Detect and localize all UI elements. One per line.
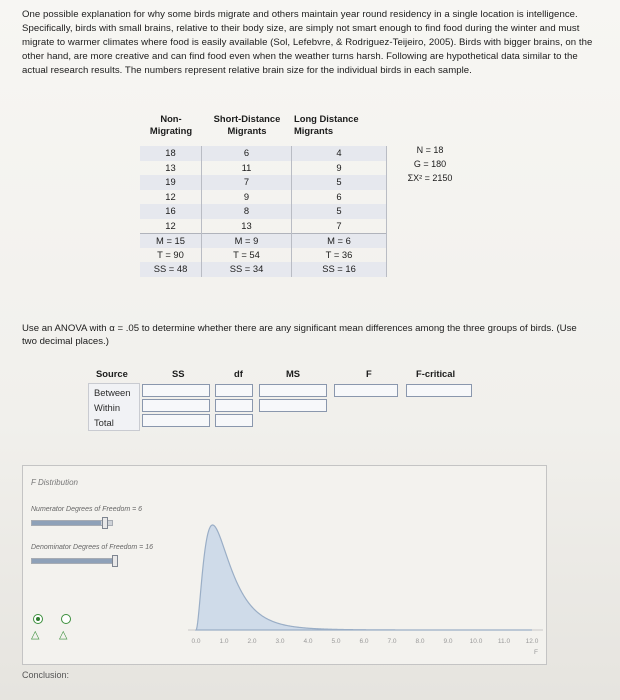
column-long-distance — [292, 146, 387, 277]
summary-n: N = 18 — [416, 145, 444, 155]
stat-cell: SS = 48 — [140, 262, 201, 277]
table-cell: 9 — [243, 190, 250, 202]
table-cell: 12 — [165, 190, 176, 202]
anova-header-ss: SS — [172, 368, 185, 379]
column-non-migrating — [140, 146, 202, 277]
x-tick-label: 11.0 — [497, 638, 511, 645]
x-tick-label: 2.0 — [247, 638, 257, 645]
f-distribution-title: F Distribution — [31, 478, 78, 487]
ms-within-input[interactable] — [259, 399, 327, 412]
conclusion-label: Conclusion: — [22, 670, 70, 680]
row-label-total: Total — [94, 417, 114, 428]
x-tick-label: 7.0 — [387, 638, 397, 645]
slider-thumb[interactable] — [102, 517, 108, 529]
stat-cell: SS = 16 — [292, 262, 386, 277]
ms-between-input[interactable] — [259, 384, 327, 397]
stat-cell: M = 9 — [202, 233, 291, 248]
table-cell: 13 — [241, 219, 252, 231]
anova-header-f: F — [366, 368, 372, 379]
f-density-curve — [196, 525, 532, 630]
x-axis-label: F — [534, 649, 538, 656]
x-tick-label: 3.0 — [275, 638, 285, 645]
df-within-input[interactable] — [215, 399, 253, 412]
denominator-df-label: Denominator Degrees of Freedom = 16 — [31, 544, 153, 551]
f-input[interactable] — [334, 384, 398, 397]
triangle-icon[interactable]: △ — [31, 629, 40, 641]
table-cell: 7 — [336, 219, 342, 231]
anova-question: Use an ANOVA with α = .05 to determine whether there are any significant mean differences among the three groups of birds. (Use two decimal places.) — [22, 323, 577, 347]
anova-header-df: df — [234, 368, 243, 379]
row-label-within: Within — [94, 402, 121, 413]
x-tick-label: 0.0 — [191, 638, 201, 645]
table-cell: 4 — [292, 146, 386, 161]
header-long-distance — [292, 113, 422, 137]
radio-right-tail[interactable] — [33, 614, 43, 624]
header-short-distance-text: Short-Distance Migrants — [213, 113, 281, 136]
slider-thumb[interactable] — [112, 555, 118, 567]
slider-fill — [32, 521, 101, 525]
stat-cell: M = 6 — [292, 233, 386, 248]
anova-header-f-critical: F-critical — [416, 368, 456, 379]
denominator-df-slider[interactable] — [31, 558, 113, 564]
x-tick-label: 1.0 — [219, 638, 229, 645]
x-tick-label: 4.0 — [303, 638, 313, 645]
table-cell: 18 — [140, 146, 201, 161]
column-short-distance — [202, 146, 292, 277]
summary-g: G = 180 — [413, 159, 447, 169]
stat-cell: M = 15 — [140, 233, 201, 248]
x-tick-label: 12.0 — [525, 638, 539, 645]
header-non-migrating — [140, 113, 202, 137]
table-cell: 6 — [336, 190, 342, 202]
ss-total-input[interactable] — [142, 414, 210, 427]
x-tick-label: 9.0 — [443, 638, 453, 645]
stat-cell: T = 90 — [157, 248, 184, 260]
x-axis-ticks — [191, 638, 538, 645]
table-cell: 19 — [140, 175, 201, 190]
ss-between-input[interactable] — [142, 384, 210, 397]
df-between-input[interactable] — [215, 384, 253, 397]
numerator-df-label: Numerator Degrees of Freedom = 6 — [31, 506, 143, 513]
x-tick-label: 8.0 — [415, 638, 425, 645]
ss-within-input[interactable] — [142, 399, 210, 412]
table-cell: 7 — [202, 175, 291, 190]
intro-paragraph: One possible explanation for why some birds migrate and others maintain year round residency in a single location is intelligence. Specifically, birds with small brains, relative to their body size, are simply not smart enough to find food during the winter and must migrate to warmer climates where food is easily available (Sol, Lefebvre, & Rodriguez-Teijeiro, 2005). Birds with bigger brains, on the other hand, are more creative and can find food even when the weather turns harsh. Following are hypothetical data similar to the actual research results. The numbers represent relative brain size for the individual birds in each sample. — [22, 9, 593, 76]
header-short-distance — [202, 113, 292, 137]
table-cell: 9 — [336, 161, 342, 173]
anova-header-source: Source — [96, 368, 128, 379]
stat-cell: T = 54 — [233, 248, 260, 260]
table-cell: 13 — [165, 161, 176, 173]
table-cell: 16 — [140, 204, 201, 219]
df-total-input[interactable] — [215, 414, 253, 427]
numerator-df-slider[interactable] — [31, 520, 113, 526]
stat-cell: SS = 34 — [202, 262, 291, 277]
header-long-distance-text: Long Distance Migrants — [294, 113, 359, 136]
x-tick-label: 10.0 — [469, 638, 483, 645]
table-cell: 11 — [241, 161, 252, 173]
anova-header-ms: MS — [286, 368, 301, 379]
radio-two-tail[interactable] — [61, 614, 71, 624]
table-cell: 8 — [202, 204, 291, 219]
slider-fill — [32, 559, 112, 563]
stat-cell: T = 36 — [325, 248, 353, 260]
f-distribution-widget — [22, 465, 547, 665]
f-distribution-chart — [188, 508, 543, 658]
table-cell: 6 — [202, 146, 291, 161]
triangle-icon[interactable]: △ — [59, 629, 68, 641]
table-cell: 12 — [165, 219, 176, 231]
row-label-between: Between — [94, 387, 131, 398]
summary-sum-x-squared: ΣX² = 2150 — [407, 173, 453, 183]
table-cell: 5 — [292, 175, 386, 190]
summary-values — [390, 143, 470, 185]
x-tick-label: 6.0 — [359, 638, 369, 645]
f-critical-input[interactable] — [406, 384, 472, 397]
x-tick-label: 5.0 — [331, 638, 341, 645]
table-cell: 5 — [292, 204, 386, 219]
header-non-migrating-text: Non- Migrating — [149, 113, 193, 136]
